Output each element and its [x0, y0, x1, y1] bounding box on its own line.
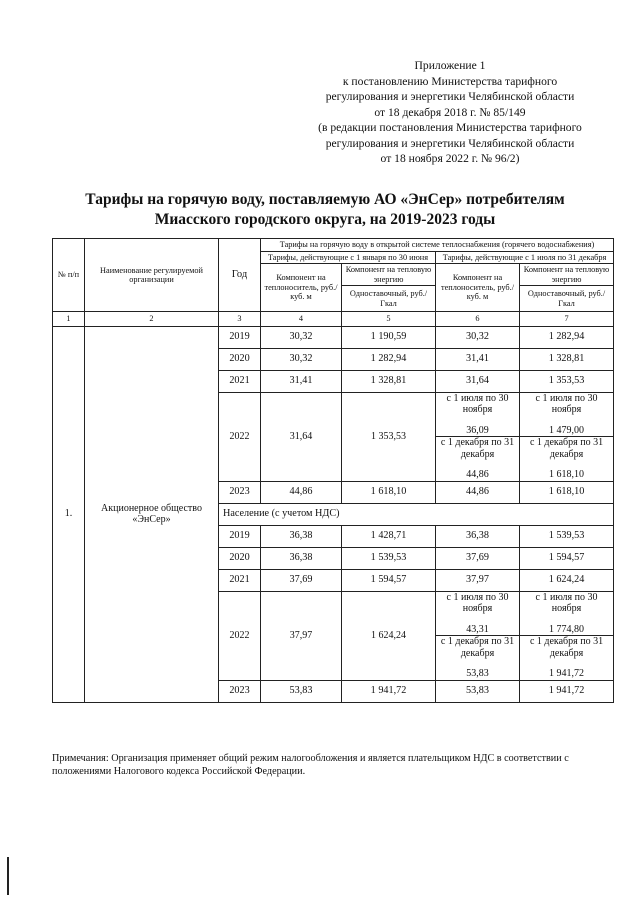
- org-name: Акционерное общество «ЭнСер»: [85, 326, 219, 702]
- value-cell: 31,64: [436, 370, 520, 392]
- value-cell: 1 190,59: [342, 326, 436, 348]
- header-row-1: [53, 239, 614, 252]
- column-number-row: [53, 312, 614, 327]
- header-single-rate-2: Одноставочный, руб./Гкал: [527, 289, 606, 308]
- sub-period-label: с 1 декабря по 31 декабря: [529, 636, 604, 659]
- appendix-line: к постановлению Министерства тарифного: [342, 74, 558, 88]
- year-cell: 2023: [219, 680, 261, 702]
- sub-period-cell: [436, 437, 520, 482]
- title-line-1: Тарифы на горячую воду, поставляемую АО «ЭнСер» потребителям: [85, 191, 565, 208]
- year-cell: 2019: [219, 525, 261, 547]
- value-cell: 1 624,24: [342, 591, 436, 680]
- header-carrier-1: Компонент на теплоноситель, руб./куб. м: [261, 264, 342, 312]
- header-energy-1: Компонент на тепловую энергию: [342, 264, 435, 286]
- header-org-name: Наименование регулируемой организации: [85, 239, 219, 312]
- header-num: № п/п: [53, 239, 85, 312]
- value-cell: 1 941,72: [549, 668, 585, 679]
- value-cell: 1 282,94: [342, 348, 436, 370]
- table-row: [53, 326, 614, 348]
- value-cell: 1 618,10: [520, 481, 614, 503]
- year-cell: 2022: [219, 392, 261, 481]
- value-cell: 1 594,57: [520, 547, 614, 569]
- sub-period-cell: [520, 392, 614, 437]
- col-number: 6: [436, 312, 520, 327]
- year-cell: 2022: [219, 591, 261, 680]
- value-cell: 1 618,10: [342, 481, 436, 503]
- value-cell: 36,38: [436, 525, 520, 547]
- value-cell: 1 539,53: [342, 547, 436, 569]
- value-cell: 37,69: [261, 569, 342, 591]
- value-cell: 1 328,81: [342, 370, 436, 392]
- value-cell: 36,38: [261, 547, 342, 569]
- year-cell: 2020: [219, 547, 261, 569]
- appendix-line: Приложение 1: [414, 59, 486, 72]
- value-cell: 1 539,53: [520, 525, 614, 547]
- value-cell: 1 594,57: [342, 569, 436, 591]
- value-cell: 1 774,80: [549, 623, 585, 635]
- value-cell: 31,41: [436, 348, 520, 370]
- value-cell: 1 353,53: [520, 370, 614, 392]
- value-cell: 1 328,81: [520, 348, 614, 370]
- value-cell: 1 428,71: [342, 525, 436, 547]
- value-cell: 1 618,10: [549, 469, 585, 480]
- title-line-2: Миасского городского округа, на 2019-2023 годы: [154, 211, 496, 228]
- header-energy-cell-1: [342, 264, 436, 312]
- population-label: Население (с учетом НДС): [219, 503, 614, 525]
- sub-period-label: с 1 июля по 30 ноября: [535, 392, 598, 415]
- appendix-line: регулирования и энергетики Челябинской области: [325, 90, 575, 103]
- appendix-line: (в редакции постановления Министерства тарифного: [318, 121, 582, 134]
- value-cell: 44,86: [466, 469, 489, 480]
- value-cell: 37,69: [436, 547, 520, 569]
- sub-period-cell: [520, 591, 614, 636]
- value-cell: 53,83: [436, 680, 520, 702]
- sub-period-label: с 1 июля по 30 ноября: [535, 591, 598, 614]
- footnote: Примечания: Организация применяет общий режим налогообложения и является плательщиком НДС в соответствии с положениями Налогового кодекса Российской Федерации.: [52, 753, 569, 777]
- header-energy-cell-2: [520, 264, 614, 312]
- value-cell: 36,09: [466, 424, 489, 436]
- sub-period-cell: [520, 437, 614, 482]
- value-cell: 44,86: [261, 481, 342, 503]
- value-cell: 1 282,94: [520, 326, 614, 348]
- scan-margin-mark: [7, 857, 9, 895]
- value-cell: 30,32: [261, 348, 342, 370]
- year-cell: 2019: [219, 326, 261, 348]
- value-cell: 43,31: [466, 623, 489, 635]
- header-year: Год: [219, 239, 261, 312]
- col-number: 5: [342, 312, 436, 327]
- sub-period-cell: [520, 636, 614, 681]
- value-cell: 53,83: [466, 668, 489, 679]
- document-title: [40, 190, 610, 230]
- sub-period-cell: [436, 591, 520, 636]
- sub-period-cell: [436, 392, 520, 437]
- col-number: 2: [85, 312, 219, 327]
- col-number: 4: [261, 312, 342, 327]
- value-cell: 30,32: [436, 326, 520, 348]
- tariff-table: [52, 238, 614, 703]
- year-cell: 2021: [219, 569, 261, 591]
- appendix-line: от 18 декабря 2018 г. № 85/149: [374, 105, 526, 119]
- col-number: 3: [219, 312, 261, 327]
- header-period-2: Тарифы, действующие с 1 июля по 31 декабря: [436, 251, 614, 264]
- sub-period-label: с 1 июля по 30 ноября: [446, 392, 509, 415]
- sub-period-label: с 1 декабря по 31 декабря: [440, 437, 515, 460]
- col-number: 1: [53, 312, 85, 327]
- header-single-rate-1: Одноставочный, руб./Гкал: [349, 289, 428, 308]
- header-open-system: Тарифы на горячую воду в открытой системе теплоснабжения (горячего водоснабжения): [261, 239, 614, 252]
- header-carrier-2: Компонент на теплоноситель, руб./куб. м: [436, 264, 520, 312]
- value-cell: 30,32: [261, 326, 342, 348]
- value-cell: 1 941,72: [520, 680, 614, 702]
- sub-period-label: с 1 декабря по 31 декабря: [440, 636, 515, 659]
- appendix-line: регулирования и энергетики Челябинской области: [325, 136, 575, 150]
- sub-period-label: с 1 июля по 30 ноября: [446, 591, 509, 614]
- sub-period-label: с 1 декабря по 31 декабря: [529, 437, 604, 460]
- value-cell: 31,64: [261, 392, 342, 481]
- value-cell: 1 479,00: [549, 424, 585, 436]
- value-cell: 44,86: [436, 481, 520, 503]
- row-number: 1.: [53, 326, 85, 702]
- value-cell: 1 353,53: [342, 392, 436, 481]
- value-cell: 31,41: [261, 370, 342, 392]
- value-cell: 1 941,72: [342, 680, 436, 702]
- value-cell: 53,83: [261, 680, 342, 702]
- value-cell: 37,97: [261, 591, 342, 680]
- value-cell: 37,97: [436, 569, 520, 591]
- header-period-1: Тарифы, действующие с 1 января по 30 июня: [261, 251, 436, 264]
- year-cell: 2021: [219, 370, 261, 392]
- appendix-line: от 18 ноября 2022 г. № 96/2): [380, 152, 520, 165]
- appendix-header: [270, 58, 630, 167]
- value-cell: 36,38: [261, 525, 342, 547]
- sub-period-cell: [436, 636, 520, 681]
- header-energy-2: Компонент на тепловую энергию: [520, 264, 613, 286]
- year-cell: 2023: [219, 481, 261, 503]
- year-cell: 2020: [219, 348, 261, 370]
- col-number: 7: [520, 312, 614, 327]
- value-cell: 1 624,24: [520, 569, 614, 591]
